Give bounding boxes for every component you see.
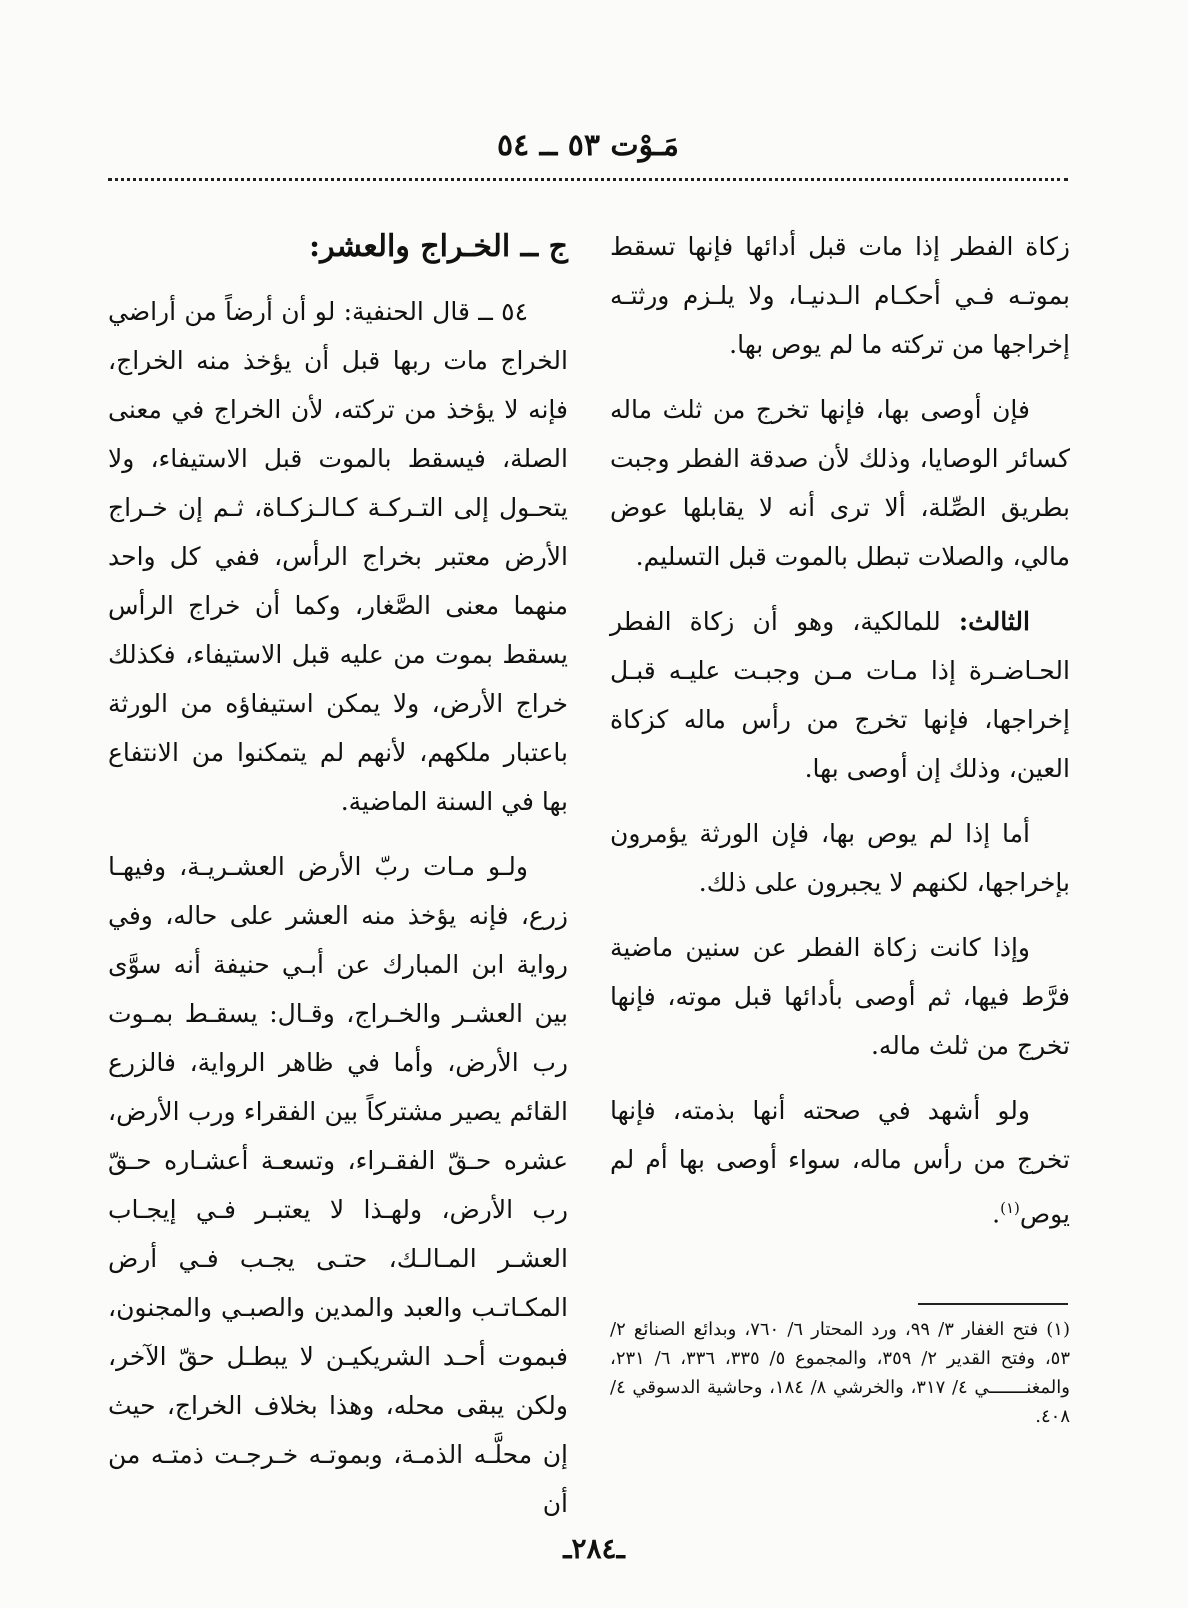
paragraph: ولو أشهد في صحته أنها بذمته، فإنها تخرج من رأس ماله، سواء أوصى بها أم لم يوص$^{(١)}$.	[610, 1096, 1070, 1229]
paragraph: أما إذا لم يوص بها، فإن الورثة يؤمرون بإخراجها، لكنهم لا يجبرون على ذلك.	[610, 819, 1070, 897]
paragraph: وإذا كانت زكاة الفطر عن سنين ماضية فرَّط فيها، ثم أوصى بأدائها قبل موته، فإنها تخرج من ثلث ماله.	[610, 933, 1070, 1060]
header-dotted-rule	[108, 178, 1068, 181]
paragraph-label: الثالث:	[958, 607, 1030, 636]
paragraph: ٥٤ ــ قال الحنفية: لو أن أرضاً من أراضي الخراج مات ربها قبل أن يؤخذ منه الخراج، فإنه لا يؤخذ من تركته، لأن الخراج في معنى الصلة، فيسقط بالموت قبل الاستيفاء، ولا يتحـول إلى التـركـة كـالـزكـاة، ثـم إن خـراج الأرض معتبر بخراج الرأس، ففي كل واحد منهما معنى الصَّغار، وكما أن خراج الرأس يسقط بموت من عليه قبل الاستيفاء، فكذلك خراج الأرض، ولا يمكن استيفاؤه من الورثة باعتبار ملكهم، لأنهم لم يتمكنوا من الانتفاع بها في السنة الماضية.	[108, 297, 568, 816]
footnote-reference: (١)	[1000, 1199, 1020, 1217]
left-column	[108, 222, 568, 1544]
page-number: ـ٢٨٤ـ	[563, 1532, 625, 1565]
paragraph: فإن أوصى بها، فإنها تخرج من ثلث ماله كسائر الوصايا، وذلك لأن صدقة الفطر وجبت بطريق الصِّلة، ألا ترى أنه لا يقابلها عوض مالي، والصلات تبطل بالموت قبل التسليم.	[610, 395, 1070, 571]
section-heading: ج ــ الخـراج والعشر:	[309, 229, 568, 264]
footnote: (١) فتح الغفار ٣/ ٩٩، ورد المحتار ٦/ ٧٦٠، وبدائع الصنائع ٢/ ٥٣، وفتح القدير ٢/ ٣٥٩، والمجموع ٥/ ٣٣٥، ٣٣٦، ٦/ ٢٣١، والمغنـــــــي ٤/ ٣١٧، والخرشي ٨/ ١٨٤، وحاشية الدسوقي ٤/ ٤٠٨.	[610, 1319, 1070, 1427]
page-header: مَـوْت ٥٣ ــ ٥٤	[497, 128, 679, 163]
paragraph: ولـو مـات ربّ الأرض العشـريـة، وفيهـا زرع، فإنه يؤخذ منه العشر على حاله، وفي رواية ابن المبارك عن أبـي حنيفة أنه سوَّى بين العشـر والخـراج، وقـال: يسقـط بمـوت رب الأرض، وأما في ظاهر الرواية، فالزرع القائم يصير مشتركاً بين الفقراء ورب الأرض، عشره حـقّ الفقـراء، وتسعـة أعشـاره حـقّ رب الأرض، ولهـذا لا يعتبـر فـي إيجـاب العشـر المـالـك، حتـى يجـب فـي أرض المكـاتـب والعبد والمدين والصبـي والمجنون، فبموت أحـد الشريكيـن لا يبطـل حقّ الآخر، ولكن يبقى محله، وهذا بخلاف الخراج، حيث إن محلَّـه الذمـة، وبموتـه خـرجـت ذمتـه من أن	[108, 852, 568, 1518]
paragraph-text: للمالكية، وهو أن زكاة الفطر الحـاضـرة إذا مـات مـن وجبـت عليـه قبـل إخراجها، فإنها تخرج من رأس ماله كزكاة العين، وذلك إن أوصى بها.	[610, 607, 1070, 783]
paragraph: زكاة الفطر إذا مات قبل أدائها فإنها تسقط بموتـه فـي أحكـام الـدنيـا، ولا يلـزم ورثتـه إخراجها من تركته ما لم يوص بها.	[610, 232, 1070, 359]
paragraph	[610, 597, 1070, 793]
footnote-rule	[918, 1303, 1068, 1305]
right-column	[610, 222, 1070, 1254]
paragraph-text: ولو أشهد في صحته أنها بذمته، فإنها تخرج من رأس ماله، سواء أوصى بها أم لم يوص	[610, 1096, 1070, 1229]
